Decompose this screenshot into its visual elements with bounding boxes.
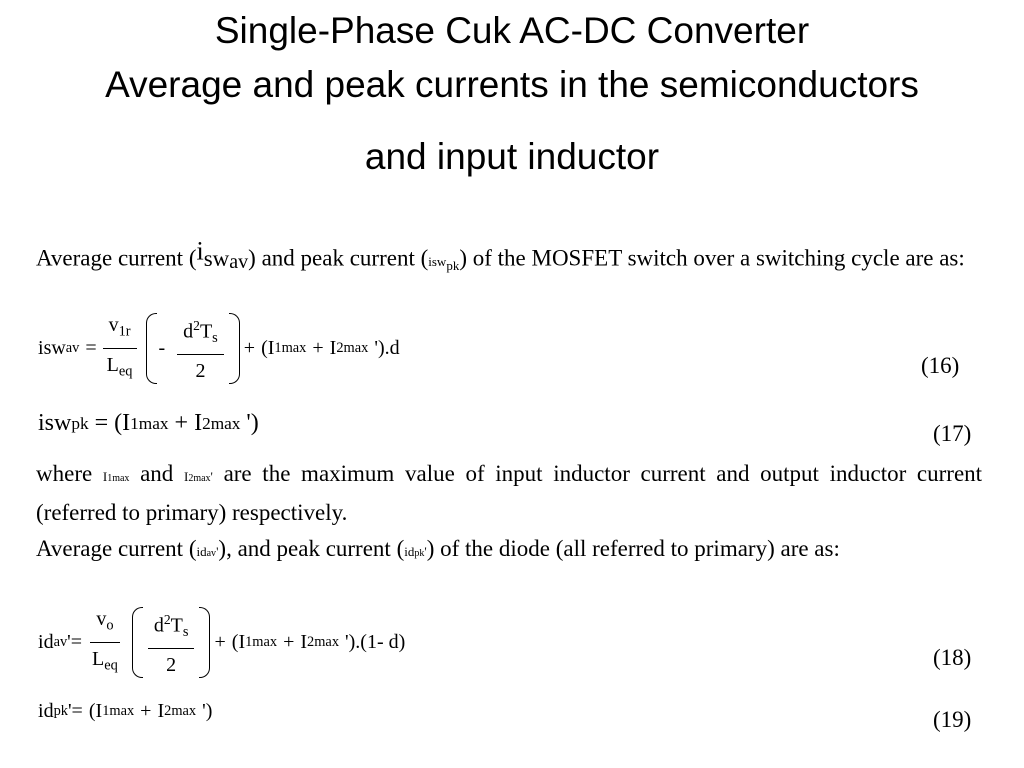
title-line-1: Single-Phase Cuk AC-DC Converter	[214, 10, 810, 51]
equation-17: i sw pk = ( I 1max + I 2max ')	[38, 410, 259, 436]
equation-number-19: (19)	[933, 707, 972, 732]
title-line-2: Average and peak currents in the semiconductors	[105, 64, 919, 105]
equation-16: i sw av = $\frac{v_{1r}}{L_{eq}}$ - $\frac{d^2T_s}{2}$ + ( I 1max + I 2max ' ).d	[38, 312, 400, 384]
paren-group: - $\frac{d^2T_s}{2}$	[146, 313, 239, 384]
equation-19: i d pk '= ( I 1max + I 2max ')	[38, 700, 213, 722]
diode-current-paragraph: Average current (idav'), and peak current (idpk') of the diode (all referred to primary) are as:	[36, 536, 840, 561]
id-av-symbol: idav'	[196, 544, 219, 559]
fraction-d2ts-2: $\frac{d^2T_s}{2}$	[148, 607, 195, 678]
equation-18: i d av '= $\frac{v_o}{L_{eq}}$ $\frac{d^2T_s}{2}$ + ( I 1max + I 2max ' ).(1- d)	[38, 606, 405, 678]
equation-number-18: (18)	[933, 645, 972, 670]
equation-number-17: (17)	[933, 421, 972, 446]
i2max-prime-symbol: I2max'	[183, 469, 213, 484]
mosfet-current-paragraph: Average current (iswav) and peak current (iswpk) of the MOSFET switch over a switching cycle are as:	[36, 236, 965, 273]
fraction-d2ts-2: $\frac{d^2T_s}{2}$	[177, 313, 224, 384]
equation-number-16: (16)	[921, 353, 960, 378]
paren-group	[132, 607, 211, 678]
fraction-v1r-leq: $\frac{v_{1r}}{L_{eq}}$	[101, 312, 139, 384]
i1max-symbol: I1max	[102, 469, 130, 484]
id-pk-symbol: idpk'	[404, 544, 427, 559]
fraction-vo-leq: $\frac{v_o}{L_{eq}}$	[92, 608, 118, 674]
title-line-3: and input inductor	[364, 136, 660, 177]
where-paragraph: where I1max and I2max' are the maximum value of input inductor current and output inductor current (referred to primary) respectively.	[36, 461, 983, 525]
isw-pk-symbol: iswpk	[428, 253, 460, 273]
isw-av-symbol: iswav	[196, 236, 249, 273]
